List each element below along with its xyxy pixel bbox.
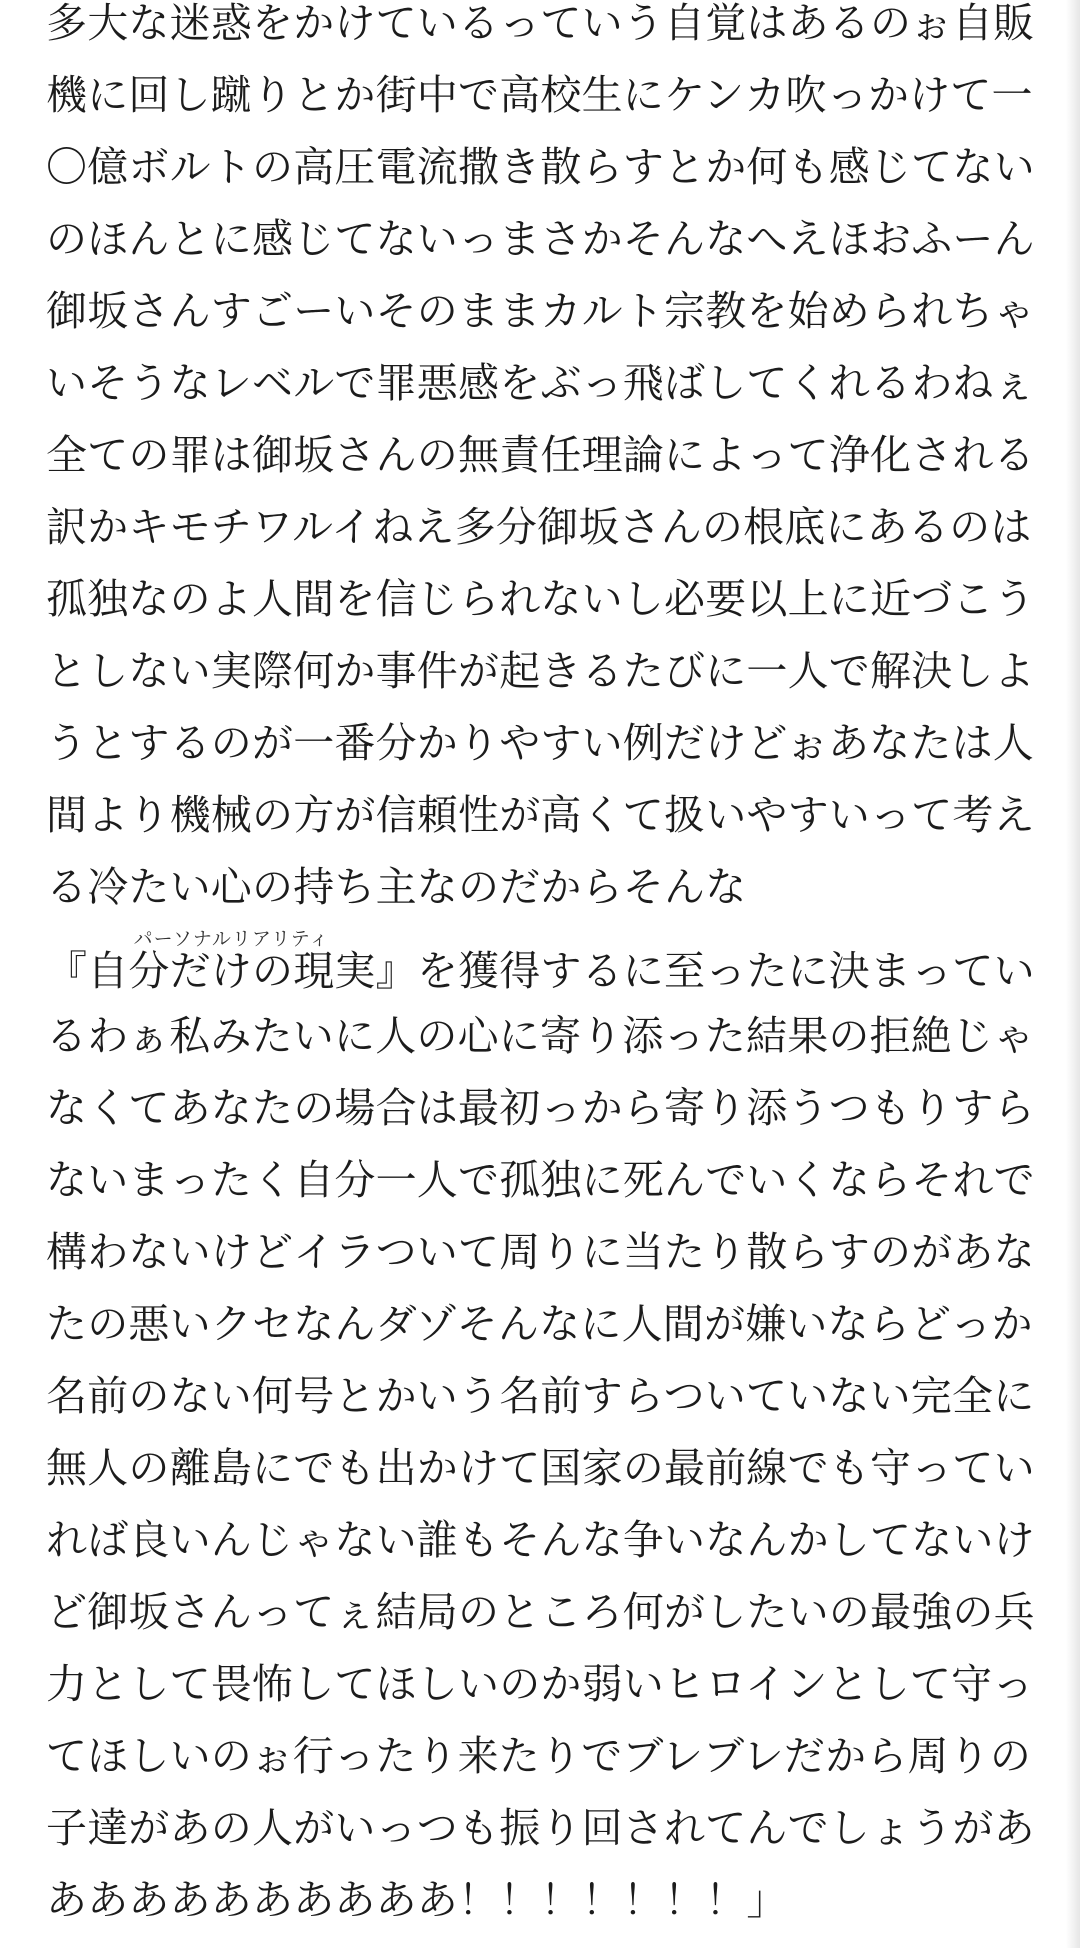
text-line: としない実際何か事件が起きるたびに一人で解決しよ: [46, 647, 1035, 695]
text-line: 機に回し蹴りとか街中で高校生にケンカ吹っかけて一: [46, 71, 1033, 119]
page-edge-shadow: [1066, 0, 1080, 1948]
text-line: てほしいのぉ行ったり来たりでブレブレだから周りの: [46, 1732, 1032, 1780]
text-line: たの悪いクセなんダゾそんなに人間が嫌いならどっか: [46, 1300, 1033, 1348]
text-line: 間より機械の方が信頼性が高くて扱いやすいって考え: [46, 791, 1035, 839]
text-line: 無人の離島にでも出かけて国家の最前線でも守ってい: [46, 1444, 1035, 1492]
text-line: うとするのが一番分かりやすい例だけどぉあなたは人: [46, 719, 1034, 767]
text-line: のほんとに感じてないっまさかそんなへえほおふーん: [46, 215, 1035, 263]
ruby-base: 『自分だけの現実』: [46, 947, 417, 995]
ruby-text-line: [46, 928, 1035, 1000]
ruby-reading: パーソナルリアリティ: [46, 928, 417, 950]
text-line: れば良いんじゃない誰もそんな争いなんかしてないけ: [46, 1516, 1035, 1564]
text-line: 〇億ボルトの高圧電流撒き散らすとか何も感じてない: [46, 143, 1035, 191]
text-line: 子達があの人がいっつも振り回されてんでしょうがあ: [46, 1804, 1035, 1852]
text-line: ああああああああああ！！！！！！！」: [46, 1876, 788, 1924]
text-line: なくてあなたの場合は最初っから寄り添うつもりすら: [46, 1084, 1035, 1132]
text-line: 名前のない何号とかいう名前すらついていない完全に: [46, 1372, 1035, 1420]
ruby-annotated-phrase: [46, 928, 417, 995]
text-line: 孤独なのよ人間を信じられないし必要以上に近づこう: [46, 575, 1035, 623]
ruby-line-rest: を獲得するに至ったに決まってい: [416, 947, 1035, 995]
text-line: るわぁ私みたいに人の心に寄り添った結果の拒絶じゃ: [46, 1012, 1035, 1060]
text-line: 力として畏怖してほしいのか弱いヒロインとして守っ: [46, 1660, 1034, 1708]
text-line: 訳かキモチワルイねえ多分御坂さんの根底にあるのは: [46, 503, 1032, 551]
text-line: 御坂さんすごーいそのままカルト宗教を始められちゃ: [46, 287, 1035, 335]
text-line: ど御坂さんってぇ結局のところ何がしたいの最強の兵: [46, 1588, 1035, 1636]
text-line: ないまったく自分一人で孤独に死んでいくならそれで: [46, 1156, 1035, 1204]
text-line: る冷たい心の持ち主なのだからそんな: [46, 863, 747, 911]
text-line: 全ての罪は御坂さんの無責任理論によって浄化される: [46, 431, 1035, 479]
text-line: 多大な迷惑をかけているっていう自覚はあるのぉ自販: [46, 0, 1035, 47]
text-line: いそうなレベルで罪悪感をぶっ飛ばしてくれるわねぇ: [46, 359, 1035, 407]
text-line: 構わないけどイラついて周りに当たり散らすのがあな: [46, 1228, 1035, 1276]
